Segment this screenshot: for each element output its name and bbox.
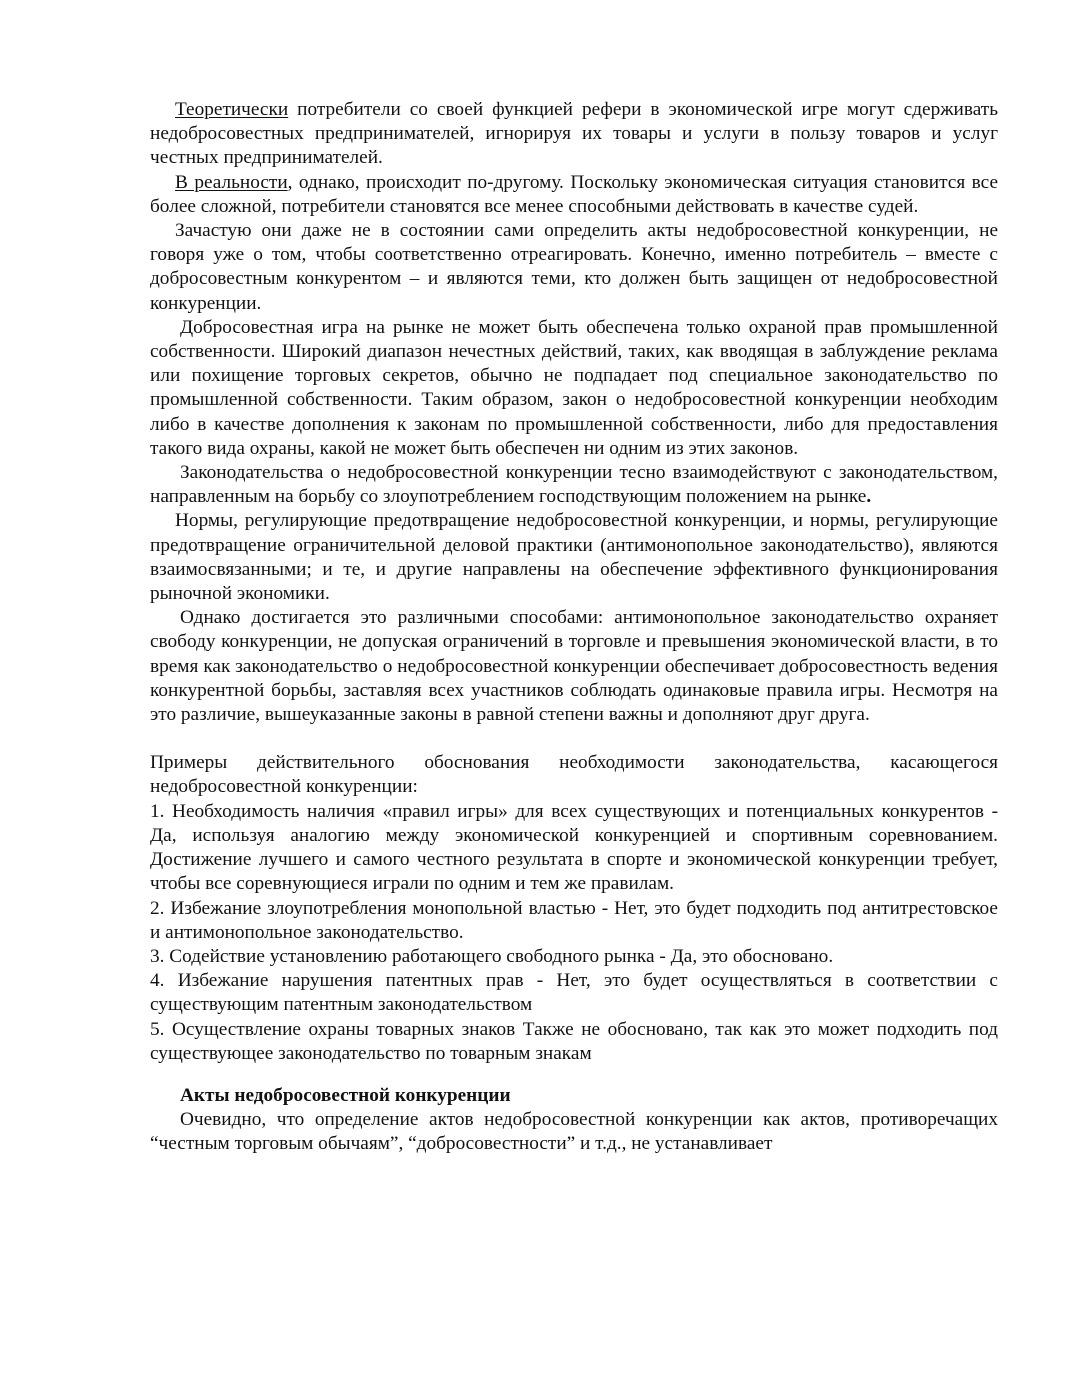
paragraph-fair-play: Добросовестная игра на рынке не может быть обеспечена только охраной прав промышленной собственности. Широкий диапазон нечестных действий, таких, как вводящая в заблуждение реклама или похищение торговых секретов, обычно не подпадает под специальное законодательство по промышленной собственности. Таким образом, закон о недобросовестной конкуренции необходим либо в качестве дополнения к законам по промышленной собственности, либо для предоставления такого вида охраны, какой не может быть обеспечен ни одним из этих законов. (150, 316, 998, 459)
section-heading: Акты недобросовестной конкуренции (180, 1084, 511, 1106)
example-item-1: 1. Необходимость наличия «правил игры» для всех существующих и потенциальных конкурентов - Да, используя аналогию между экономической конкуренцией и спортивным соревнованием. Достижение лучшего и самого честного результата в спорте и экономической конкуренции требует, чтобы все соревнующиеся играли по одним и тем же правилам. (150, 800, 998, 895)
underlined-lead-theoretically: Теоретически (175, 99, 289, 120)
paragraph-legislation-interaction (150, 461, 998, 509)
paragraph-in-reality (150, 171, 998, 219)
example-item-5: 5. Осуществление охраны товарных знаков Также не обосновано, так как это может подходить под существующее законодательство по товарным знакам (150, 1018, 998, 1064)
examples-intro: Примеры действительного обоснования необходимости законодательства, касающегося недобросовестной конкуренции: (150, 752, 998, 798)
bold-period: . (866, 486, 872, 508)
paragraph-theoretically (150, 98, 998, 171)
paragraph-however: Однако достигается это различными способами: антимонопольное законодательство охраняет свободу конкуренции, не допуская ограничений в торговле и превышения экономической власти, в то время как законодательство о недобросовестной конкуренции обеспечивает добросовестность ведения конкурентной борьбы, заставляя всех участников соблюдать одинаковые правила игры. Несмотря на это различие, вышеуказанные законы в равной степени важны и дополняют друг друга. (150, 607, 998, 726)
paragraph-norms: Нормы, регулирующие предотвращение недобросовестной конкуренции, и нормы, регулирующие предотвращение ограничительной деловой практики (антимонопольное законодательство), являются взаимосвязанными; и те, и другие направлены на обеспечение эффективного функционирования рыночной экономики. (150, 510, 998, 605)
example-item-3: 3. Содействие установлению работающего свободного рынка - Да, это обосновано. (150, 945, 834, 967)
section-paragraph: Очевидно, что определение актов недобросовестной конкуренции как актов, противоречащих “честным торговым обычаям”, “добросовестности” и т.д., не устанавливает (150, 1109, 998, 1155)
example-item-2: 2. Избежание злоупотребления монопольной властью - Нет, это будет подходить под антитрестовское и антимонопольное законодательство. (150, 897, 998, 943)
paragraph-text: потребители со своей функцией рефери в экономической игре могут сдерживать недобросовестных предпринимателей, игнорируя их товары и услуги в пользу товаров и услуг честных предпринимателей. (150, 99, 998, 169)
document-page (150, 98, 998, 1157)
paragraph-text: Законодательства о недобросовестной конкуренции тесно взаимодействуют с законодательством, направленным на борьбу со злоупотреблением господствующим положением на рынке (150, 462, 998, 508)
blank-line (150, 727, 998, 751)
example-item-4: 4. Избежание нарушения патентных прав - Нет, это будет осуществляться в соответствии с существующим патентным законодательством (150, 970, 998, 1016)
paragraph-consumers-unable: Зачастую они даже не в состоянии сами определить акты недобросовестной конкуренции, не говоря уже о том, чтобы соответственно отреагировать. Конечно, именно потребитель – вместе с добросовестным конкурентом – и являются теми, кто должен быть защищен от недобросовестной конкуренции. (150, 220, 998, 314)
blank-line (150, 1066, 998, 1084)
paragraph-text: , однако, происходит по-другому. Поскольку экономическая ситуация становится все более сложной, потребители становятся все менее способными действовать в качестве судей. (150, 171, 998, 217)
underlined-lead-in-reality: В реальности (175, 171, 288, 193)
